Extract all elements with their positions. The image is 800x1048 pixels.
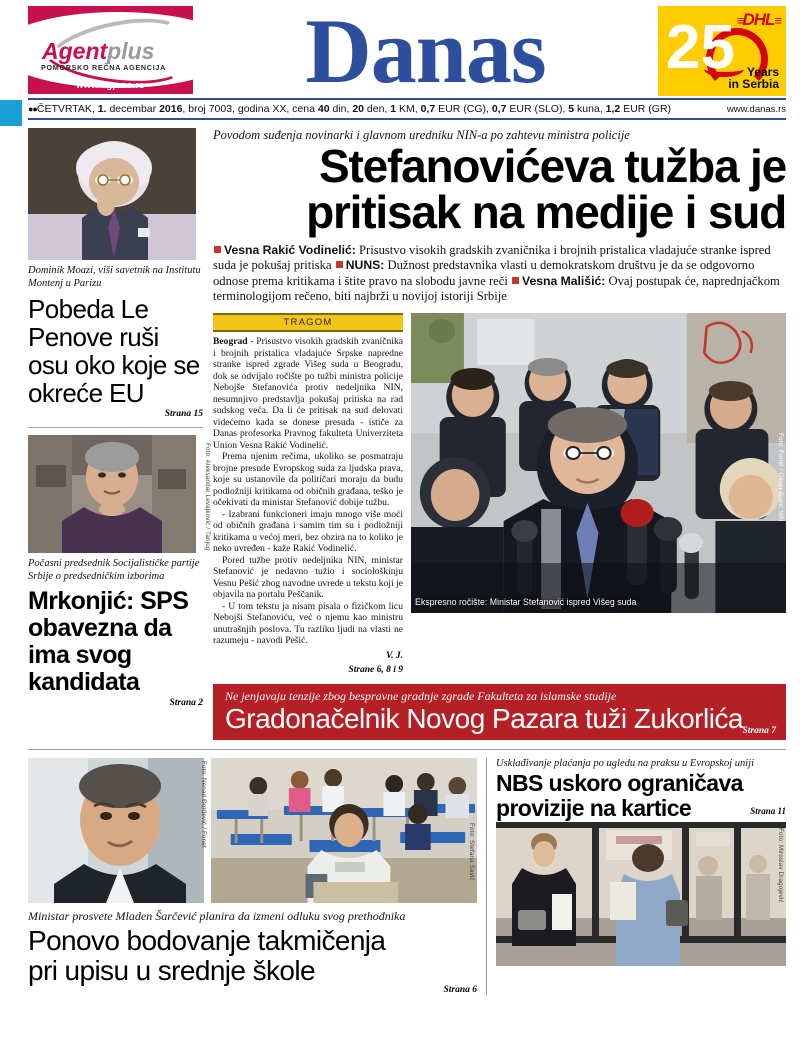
price-cg-unit: EUR (CG), bbox=[435, 103, 492, 115]
dateline-issue-label: , broj bbox=[182, 103, 209, 115]
lead-headline-line1: Stefanovićeva tužba je bbox=[319, 140, 786, 192]
agentplus-brand: Agent bbox=[42, 38, 108, 64]
dhl-anniversary-number: 25 bbox=[666, 13, 735, 82]
bottom-left-headline-line2: pri upisu u srednje škole bbox=[28, 954, 315, 986]
bottom-left-story[interactable] bbox=[28, 758, 477, 995]
photo-dominik-moazi bbox=[28, 128, 196, 260]
dateline-sep: , bbox=[91, 103, 98, 115]
photo-credit-classroom: Foto: Stefana Savić bbox=[468, 823, 475, 881]
bottom-divider bbox=[28, 749, 786, 750]
photo-moazi-svg bbox=[28, 128, 196, 260]
dhl-logo: ≡DHL≡ bbox=[736, 10, 780, 29]
dateline-volume: , godina XX, cena bbox=[232, 103, 318, 115]
dateline-text bbox=[28, 103, 671, 115]
dateline-dots: ●● bbox=[28, 104, 37, 114]
price-hr-unit: kuna, bbox=[574, 103, 606, 115]
photo-sarcevic bbox=[28, 758, 204, 903]
lead-byline: V. J. bbox=[386, 650, 403, 661]
masthead-title-area bbox=[193, 0, 658, 103]
page-ref-mrkonjic[interactable]: Strana 2 bbox=[169, 697, 203, 708]
dateline-issue: 7003 bbox=[208, 103, 233, 115]
dhl-years-text bbox=[728, 66, 779, 91]
bottom-right-headline-line2: provizije na kartice bbox=[496, 794, 692, 821]
left-sidebar bbox=[28, 128, 211, 740]
bottom-left-headline[interactable] bbox=[28, 926, 477, 985]
bullet-square-icon bbox=[512, 277, 519, 284]
price-slo: 0,7 bbox=[491, 103, 507, 115]
price-cg: 0,7 bbox=[420, 103, 436, 115]
body-paragraph-3: - Izabrani funkcioneri imaju mnogo više moći od običnih građana i samim tim su i podložniji kritikama u većoj meri, bez obzira na to koliko je neko uvređen - kaže Rakić Vodinelić. bbox=[213, 508, 403, 554]
advertisement-dhl[interactable] bbox=[658, 6, 786, 96]
lead-body-text bbox=[213, 336, 403, 647]
dhl-years-line2: in Serbia bbox=[728, 77, 779, 92]
photo-sarcevic-svg bbox=[28, 758, 204, 903]
summary-source-3: Vesna Mališić: bbox=[521, 273, 606, 288]
price-den-unit: den, bbox=[364, 103, 391, 115]
top-row bbox=[28, 128, 786, 740]
page-ref-moazi[interactable]: Strana 15 bbox=[164, 408, 203, 419]
caption-mrkonjic: Počasni predsednik Socijalističke partije Srbije o predsedničkim izborima bbox=[28, 557, 200, 582]
price-gr: 1,2 bbox=[605, 103, 621, 115]
agentplus-wordmark bbox=[42, 40, 154, 63]
photo-bank-atm bbox=[496, 822, 786, 966]
website-url[interactable]: www.danas.rs bbox=[726, 104, 786, 115]
body-paragraph bbox=[213, 336, 403, 451]
dateline-month: decembar bbox=[106, 103, 160, 115]
red-banner-headline: Gradonačelnik Novog Pazara tuži Zukorlića bbox=[225, 702, 743, 734]
bullet-square-icon bbox=[336, 261, 343, 268]
lead-summary bbox=[213, 243, 786, 304]
advertisement-agent-plus[interactable] bbox=[28, 6, 193, 94]
headline-moazi[interactable]: Pobeda Le Penove ruši osu oko koje se okreće EU bbox=[28, 293, 200, 408]
photo-credit-mrkonjic: Foto: Aleksandar Levajković / Tanjug bbox=[204, 442, 211, 551]
price-km-unit: KM, bbox=[396, 103, 421, 115]
photo-bank-svg bbox=[496, 822, 786, 966]
price-den: 20 bbox=[352, 103, 364, 115]
photo-classroom bbox=[211, 758, 477, 903]
red-banner-page-ref[interactable]: Strana 7 bbox=[742, 726, 776, 737]
sidebar-item-moazi[interactable] bbox=[28, 128, 203, 419]
red-banner-kicker: Ne jenjavaju tenzije zbog bespravne gradnje zgrade Fakulteta za islamske studije bbox=[225, 688, 617, 703]
photo-classroom-svg bbox=[211, 758, 477, 903]
price-km: 1 bbox=[390, 103, 397, 115]
lead-kicker: Povodom suđenja novinarki i glavnom uredniku NIN-a po zahtevu ministra policije bbox=[213, 128, 630, 142]
masthead bbox=[0, 0, 800, 103]
lead-article-text-column bbox=[213, 313, 403, 675]
bottom-right-page-ref[interactable]: Strana 11 bbox=[750, 806, 786, 817]
caption-moazi: Dominik Moazi, viši savetnik na Institutu Montenj u Parizu bbox=[28, 265, 201, 289]
sidebar-item-mrkonjic[interactable] bbox=[28, 435, 211, 708]
dhl-wordmark: DHL bbox=[742, 10, 775, 29]
headline-mrkonjic[interactable]: Mrkonjić: SPS obavezna da ima svog kandidata bbox=[28, 586, 189, 696]
bottom-right-headline-line1: NBS uskoro ograničava bbox=[496, 770, 743, 797]
agentplus-tagline: POMORSKO REČNA AGENCIJA bbox=[41, 63, 166, 72]
bottom-left-photos bbox=[28, 758, 477, 903]
dateline bbox=[28, 100, 786, 118]
newspaper-title: Danas bbox=[305, 0, 546, 103]
dhl-years-line1: Years bbox=[746, 64, 779, 79]
lead-pages[interactable]: Strane 6, 8 i 9 bbox=[348, 664, 403, 675]
photo-mrkonjic-svg bbox=[28, 435, 196, 553]
dateline-city: Beograd bbox=[213, 336, 248, 347]
body-paragraph-2: Prema njenim rečima, ukoliko se posmatraju brojne presude Evropskog suda za ljudska prava, koje su ustanovile da političari moraju da budu podložniji kritikama od običnih građana, teško je očekivati da ministar Stefanović dobije tužbu. bbox=[213, 451, 403, 508]
photo-stefanovic-court bbox=[411, 313, 786, 613]
photo-credit-stefanovic: Foto: Fonet / Oliver Bunić NIN bbox=[777, 433, 784, 522]
price-din-unit: din, bbox=[329, 103, 353, 115]
lead-photo-column bbox=[411, 313, 786, 675]
body-paragraph-4: Pored tužbe protiv nedeljnika NIN, ministar Stefanović je nedavno tužio i sociološkinju Vesnu Pešić zbog navodne uvrede u tekstu koji je objavila na portalu Peščanik. bbox=[213, 554, 403, 600]
photo-credit-bank: Foto: Miroslav Dragojević bbox=[777, 828, 784, 904]
bottom-left-kicker: Ministar prosvete Mladen Šarčević planira da izmeni odluku svog prethodnika bbox=[28, 909, 406, 924]
lead-headline-line2: pritisak na medije i sud bbox=[306, 185, 786, 238]
lead-article-row bbox=[213, 313, 786, 675]
bullet-square-icon bbox=[214, 246, 221, 253]
red-banner-story[interactable] bbox=[213, 684, 786, 741]
agentplus-brand-2: plus bbox=[107, 38, 155, 64]
photo-stefanovic-svg bbox=[411, 313, 786, 613]
summary-text-3: Ovaj postupak će, naprednjačkom terminologijom rečeno, biti najbrži u novijoj istoriji Srbije bbox=[213, 273, 780, 303]
photo-credit-sarcevic: Foto: Nenad Đorđević / Fonet bbox=[200, 761, 207, 848]
dateline-day: ČETVRTAK bbox=[36, 103, 92, 115]
dateline-year: 2016 bbox=[159, 103, 183, 115]
caption-stefanovic-photo bbox=[411, 595, 640, 609]
lead-headline[interactable] bbox=[213, 140, 786, 238]
bottom-left-headline-line1: Ponovo bodovanje takmičenja bbox=[28, 925, 386, 957]
caption-line: Ekspresno ročište: Ministar Stefanović ispred Višeg suda bbox=[415, 596, 637, 607]
summary-text-1: Prisustvo visokih gradskih zvaničnika i brojnih pristalica vladajuće stranke ispred suda je pokušaj pritiska bbox=[213, 243, 771, 273]
bottom-left-page-ref[interactable]: Strana 6 bbox=[443, 985, 477, 996]
bottom-row bbox=[28, 758, 786, 995]
bottom-right-kicker: Usklađivanje plaćanja po ugledu na praksu u Evropskoj uniji bbox=[496, 758, 754, 770]
price-slo-unit: EUR (SLO), bbox=[506, 103, 569, 115]
page-content bbox=[0, 120, 800, 995]
photo-mrkonjic bbox=[28, 435, 196, 553]
bottom-right-story[interactable] bbox=[486, 758, 786, 995]
lead-story bbox=[213, 128, 786, 740]
price-gr-unit: EUR (GR) bbox=[620, 103, 672, 115]
body-paragraph-1: - Prisustvo visokih gradskih zvaničnika i brojnih pristalica vladajuće Srpske napredne stranke ispred zgrade Višeg suda u Beogradu, dok se odvijalo ročište po tužbi ministra policije Nebojše Stefanovića protiv nedeljnika NIN, nesumnjivo predstavlja pokušaj pritiska na rad sudskog veća. Da li će pritisak na sud delovati videćemo kada se donese presuda - ističe za Danas profesorka Pravnog fakulteta Univerziteta Union Vesna Rakić Vodinelić. bbox=[213, 336, 403, 451]
summary-source-1: Vesna Rakić Vodinelić: bbox=[224, 243, 356, 258]
section-label-tragom: TRAGOM bbox=[213, 313, 403, 332]
agentplus-url[interactable]: www.agp.co.rs bbox=[76, 80, 145, 90]
price-din: 40 bbox=[317, 103, 330, 115]
body-paragraph-5: - U tom tekstu ja nisam pisala o fizičkom licu Nebojši Stefanoviću, već o njemu kao ministru unutrašnjih poslova. Tu razliku ljudi na vlasti ne razumeju - navodi Pešić. bbox=[213, 600, 403, 646]
price-hr: 5 bbox=[568, 103, 575, 115]
summary-text-2: Dužnost predstavnika vlasti u demokratskom društvu je da se odgovorno odnose prema kritikama i štite pravo na slobodu javne reči bbox=[213, 258, 755, 288]
summary-source-2: NUNS: bbox=[345, 258, 385, 273]
sidebar-divider bbox=[28, 427, 203, 428]
dateline-date: 1. bbox=[97, 103, 107, 115]
